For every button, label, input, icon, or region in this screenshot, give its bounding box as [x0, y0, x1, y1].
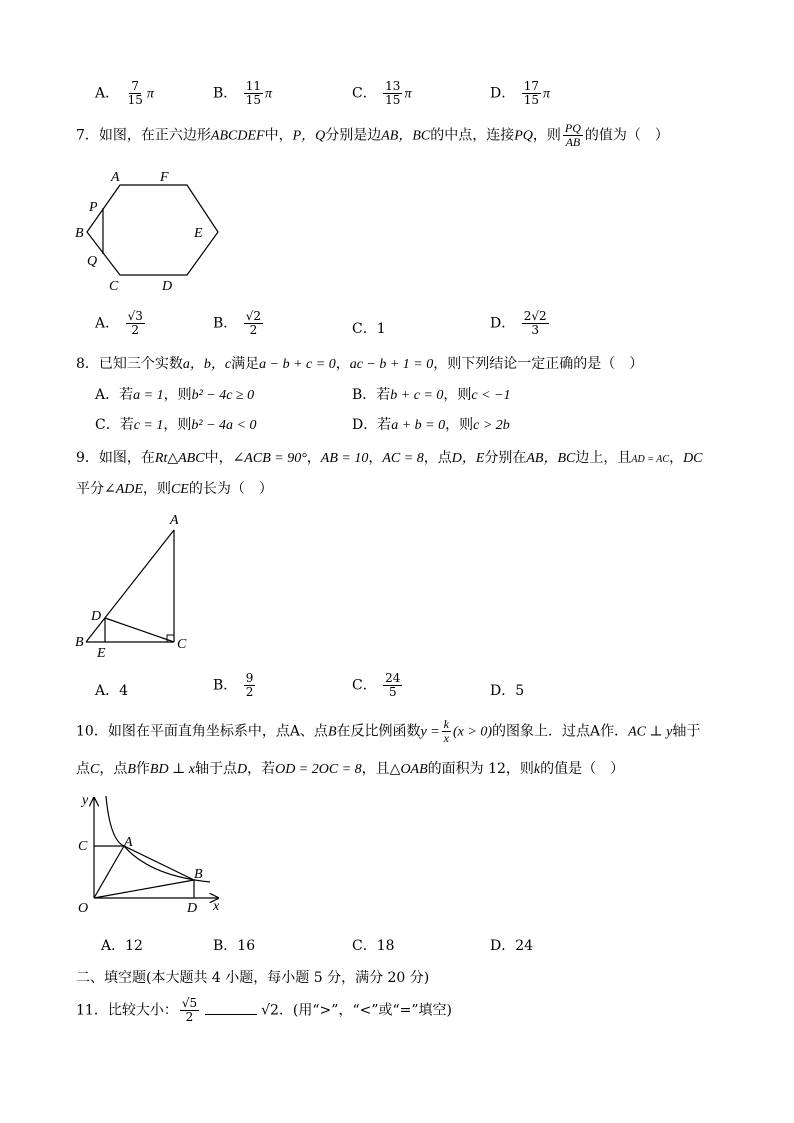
- math: a = 1: [133, 388, 164, 403]
- numerator: 24: [385, 671, 401, 685]
- text: ，则: [142, 481, 171, 497]
- q11-stem: [76, 997, 452, 1024]
- math: √2: [261, 1002, 279, 1019]
- fraction: [126, 80, 145, 107]
- math: D: [236, 762, 248, 777]
- math: ac − b + 1 = 0: [349, 357, 434, 372]
- label-c: C: [78, 839, 88, 854]
- option-label: B．: [213, 938, 238, 954]
- fraction: [244, 310, 263, 337]
- option-label: A．: [95, 315, 120, 332]
- math: ∠ACB = 90°: [232, 451, 307, 466]
- option-label: B．若: [352, 387, 391, 403]
- text: ，则: [163, 417, 192, 433]
- q8-option-b: [352, 384, 511, 404]
- label-b: B: [194, 867, 203, 882]
- numerator: 7: [131, 79, 140, 93]
- fraction: [126, 310, 145, 337]
- q6-option-b: [213, 80, 272, 107]
- segment-ab: [124, 846, 194, 880]
- denominator: AB: [565, 135, 581, 149]
- label-d: D: [187, 901, 198, 916]
- option-label: D．: [490, 315, 516, 332]
- q10-option-c: [352, 935, 395, 955]
- label-b: B: [75, 226, 84, 241]
- denominator: x: [443, 731, 449, 745]
- text: 轴于点: [194, 761, 237, 777]
- math: OAB: [400, 762, 428, 777]
- option-value: 24: [515, 938, 534, 954]
- fraction: [244, 672, 256, 699]
- math: CE: [170, 482, 189, 497]
- math: a − b + c = 0: [259, 357, 336, 372]
- numerator: 17: [523, 79, 539, 93]
- label-a: A: [124, 835, 133, 850]
- denominator: 15: [127, 93, 143, 107]
- math: b² − 4a < 0: [191, 418, 257, 433]
- option-label: C．: [352, 321, 377, 337]
- text: 10．如图在平面直角坐标系中，点A、点: [76, 723, 328, 740]
- text: 的值是（ ）: [540, 761, 625, 777]
- denominator: 5: [388, 685, 397, 699]
- option-label: B．: [213, 315, 238, 332]
- q9-triangle-figure: [70, 508, 200, 660]
- option-value: 4: [119, 683, 129, 699]
- label-b: B: [75, 635, 84, 650]
- math: ABCDEF: [210, 128, 265, 144]
- fraction: [522, 310, 549, 337]
- label-q: Q: [87, 254, 98, 269]
- denominator: 2: [249, 323, 258, 337]
- text: 满足: [231, 356, 260, 372]
- fraction: [244, 80, 263, 107]
- q10-coordinate-figure: [70, 790, 230, 920]
- q10-stem-line2: [76, 758, 624, 778]
- label-a: A: [111, 170, 120, 185]
- option-label: C．若: [95, 417, 134, 433]
- q7-hexagon-figure: [70, 165, 220, 295]
- math: c > 2b: [473, 418, 510, 433]
- side-ab: [86, 530, 174, 642]
- text: ，点: [99, 761, 128, 777]
- label-p: P: [89, 200, 98, 215]
- math: OD = 2OC = 8: [275, 762, 362, 777]
- text: 的图象上．过点A作．: [492, 723, 629, 740]
- fraction: [522, 80, 541, 107]
- option-value: 5: [515, 683, 525, 699]
- option-label: A．: [95, 85, 120, 102]
- fraction: [383, 672, 402, 699]
- option-label: A．若: [95, 387, 134, 403]
- q9-stem-line2: [76, 478, 273, 498]
- q10-option-b: [213, 935, 255, 955]
- q8-option-c: [95, 414, 256, 434]
- q10-option-a: [101, 935, 143, 955]
- pi-symbol: π: [146, 86, 154, 102]
- text: ，点: [423, 450, 452, 466]
- pi-symbol: π: [404, 86, 412, 102]
- fraction: [563, 122, 583, 149]
- math: b² − 4c ≥ 0: [191, 388, 255, 403]
- text: 的面积为 12，则: [427, 761, 534, 777]
- q6-option-a: [95, 80, 154, 107]
- q10-option-d: [490, 935, 533, 955]
- q9-option-b: [213, 672, 257, 699]
- denominator: 15: [523, 93, 539, 107]
- math: AB = 10: [320, 451, 369, 466]
- q9-option-d: [490, 680, 524, 700]
- text: 11．比较大小：: [76, 1002, 178, 1019]
- q7-option-d: [490, 310, 551, 337]
- math: AC = 8: [382, 451, 424, 466]
- numerator: 11: [245, 79, 262, 93]
- q7-option-a: [95, 310, 147, 337]
- text: 轴于: [672, 723, 701, 740]
- option-label: B．: [213, 677, 238, 694]
- numerator: PQ: [564, 121, 581, 135]
- q7-option-c: [352, 318, 386, 338]
- math: BD ⊥ x: [149, 762, 195, 777]
- text: ，则: [163, 387, 192, 403]
- math: C: [90, 762, 100, 777]
- label-d: D: [162, 279, 173, 294]
- option-value: 18: [376, 938, 395, 954]
- text: 分别是边: [325, 127, 382, 144]
- text: ，且△: [361, 761, 401, 777]
- numerator: k: [443, 717, 449, 731]
- numerator: √5: [181, 996, 198, 1010]
- numerator: 9: [245, 671, 254, 685]
- q8-stem: 8．已知三个实数a，b，c满足a − b + c = 0，ac − b + 1 = 0，则下列结论一定正确的是（ ）: [76, 356, 644, 372]
- label-e: E: [194, 226, 203, 241]
- math: ∠ADE: [104, 482, 143, 497]
- option-value: 16: [237, 938, 256, 954]
- option-label: D．: [490, 85, 516, 102]
- numerator: 13: [385, 79, 401, 93]
- q6-option-c: [352, 80, 411, 107]
- fraction: [442, 718, 451, 745]
- denominator: 2: [185, 1010, 194, 1024]
- q7-stem: [76, 122, 669, 149]
- pi-symbol: π: [542, 86, 550, 102]
- numerator: √3: [127, 309, 143, 323]
- math: AB，BC: [381, 128, 431, 144]
- text: 8．已知三个实数: [76, 356, 183, 372]
- text: 7．如图，在正六边形: [76, 127, 211, 144]
- q9-stem-line1: 9．如图，在Rt△ABC中，∠ACB = 90°，AB = 10，AC = 8，点D，E分别在AB，BC边上，且AD = AC，DC: [76, 450, 703, 466]
- option-value: 12: [125, 938, 143, 954]
- q8-option-d: [352, 414, 510, 434]
- label-c: C: [109, 279, 119, 294]
- math: y =: [420, 724, 440, 740]
- math: B: [327, 724, 337, 740]
- numerator: 2√2: [523, 309, 547, 323]
- label-c: C: [177, 637, 187, 652]
- math: D，E: [451, 451, 485, 466]
- q9-option-a: [95, 680, 128, 700]
- text: 作: [135, 761, 150, 777]
- numerator: √2: [245, 309, 262, 323]
- text: ．(用“>”，“<”或“=”填空): [278, 1002, 452, 1019]
- math: c < −1: [471, 388, 511, 403]
- denominator: 3: [531, 323, 539, 337]
- label-x: x: [213, 899, 220, 914]
- fraction: [180, 997, 199, 1024]
- text: ，则: [443, 387, 472, 403]
- option-label: A．: [95, 683, 120, 699]
- segment-ob: [94, 880, 194, 898]
- text: 点: [76, 761, 90, 777]
- q8-option-a: [95, 384, 254, 404]
- option-label: C．: [352, 85, 377, 102]
- text: ，则: [532, 127, 561, 144]
- text: ，若: [247, 761, 276, 777]
- segment-dc: [105, 618, 174, 642]
- text: 平分: [76, 481, 104, 497]
- label-o: O: [78, 901, 89, 916]
- math: DC: [683, 451, 703, 466]
- math: a + b = 0: [391, 418, 446, 433]
- text: 分别在: [484, 450, 527, 466]
- math: a，b，c: [182, 357, 232, 372]
- denominator: 15: [245, 93, 262, 107]
- text: 的中点，连接: [430, 127, 515, 144]
- math: b + c = 0: [390, 388, 444, 403]
- label-y: y: [82, 793, 89, 808]
- q9-option-c: [352, 672, 404, 699]
- option-label: C．: [352, 938, 377, 954]
- option-label: C．: [352, 677, 377, 694]
- text: 的长为（ ）: [188, 481, 273, 497]
- fraction: [383, 80, 402, 107]
- math: B: [127, 762, 136, 777]
- answer-blank[interactable]: [205, 1014, 257, 1015]
- text: 中，: [204, 450, 233, 466]
- text: ，则下列结论一定正确的是（ ）: [433, 356, 644, 372]
- denominator: 15: [385, 93, 401, 107]
- option-label: B．: [213, 85, 238, 102]
- pi-symbol: π: [265, 86, 273, 102]
- option-label: D．: [490, 683, 516, 699]
- math: AD = AC: [631, 454, 670, 465]
- label-e: E: [97, 646, 106, 660]
- text: 中，: [264, 127, 293, 144]
- q7-option-b: [213, 310, 265, 337]
- math: (x > 0): [453, 724, 492, 740]
- math: P，Q: [292, 128, 326, 144]
- denominator: 2: [245, 685, 254, 699]
- text: 9．如图，在: [76, 450, 155, 466]
- math: k: [533, 762, 541, 777]
- math: Rt△ABC: [154, 451, 205, 466]
- math: PQ: [514, 128, 533, 144]
- q6-option-d: [490, 80, 550, 107]
- label-a: A: [170, 513, 179, 528]
- option-value: 1: [376, 321, 386, 337]
- label-f: F: [160, 170, 169, 185]
- q10-stem-line1: [76, 718, 700, 745]
- option-label: D．: [490, 938, 516, 954]
- segment-oa: [94, 846, 124, 898]
- section-heading: 二、填空题(本大题共 4 小题，每小题 5 分，满分 20 分): [76, 970, 430, 986]
- label-d: D: [91, 609, 102, 624]
- math: c = 1: [133, 418, 164, 433]
- text: ，则: [445, 417, 474, 433]
- option-label: D．若: [352, 417, 392, 433]
- option-label: A．: [101, 938, 126, 954]
- math: AB，BC: [526, 451, 576, 466]
- text: 的值为（ ）: [584, 127, 669, 144]
- denominator: 2: [131, 323, 140, 337]
- text: 在反比例函数: [336, 723, 421, 740]
- math: AC ⊥ y: [628, 724, 673, 740]
- text: 边上，且: [575, 450, 632, 466]
